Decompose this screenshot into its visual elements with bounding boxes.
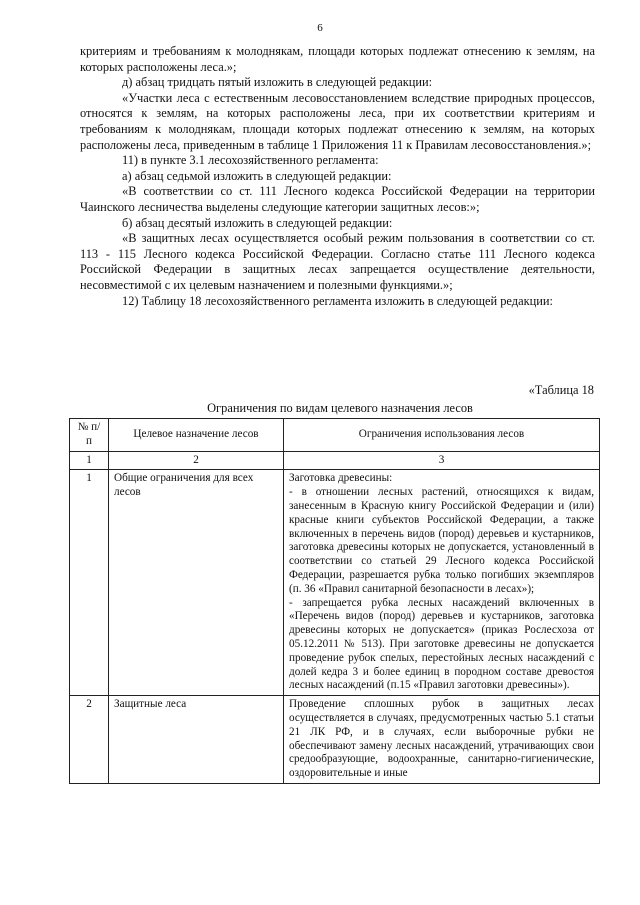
table-title: Ограничения по видам целевого назначения лесов: [207, 401, 473, 415]
header-number: № п/п: [70, 419, 109, 452]
table-label: «Таблица 18: [528, 383, 594, 397]
paragraph-2: д) абзац тридцать пятый изложить в следующей редакции:: [122, 75, 433, 90]
paragraph-5: а) абзац седьмой изложить в следующей редакции:: [122, 168, 392, 183]
column-number-cell: 2: [109, 451, 284, 470]
header-purpose: Целевое назначение лесов: [109, 419, 284, 452]
row-number: 2: [70, 696, 109, 784]
paragraph-9: 12) Таблицу 18 лесохозяйственного регламента изложить в следующей редакции:: [122, 293, 553, 308]
document-body: [80, 44, 595, 309]
page-number: 6: [317, 22, 323, 34]
table-row: [70, 470, 600, 696]
paragraph-6: «В соответствии со ст. 111 Лесного кодекса Российской Федерации на территории Чаинского лесничества выделены следующие категории защитных лесов:»;: [80, 184, 595, 214]
restriction-line: Проведение сплошных рубок в защитных лесах осуществляется в случаях, предусмотренных частью 5.1 статьи 21 ЛК РФ, и в случаях, если выборочные рубки не обеспечивают замену лесных насаждений, утрачивающих свои средообразующие, водоохранные, санитарно-гигиенические, оздоровительные и иные: [289, 698, 594, 780]
row-purpose: Общие ограничения для всех лесов: [109, 470, 284, 696]
restriction-line: - в отношении лесных растений, относящихся к видам, занесенным в Красную книгу Российской Федерации и (или) красные книги субъектов Российской Федерации, а также включенных в перечень видов (пород) деревьев и кустарников, заготовка древесины которых не допускается, установленный в соответствии со статьей 29 Лесного кодекса Российской Федерации, разрешается рубка только погибших экземпляров (п. 36 «Правил санитарной безопасности в лесах»);: [289, 486, 594, 595]
paragraph-3: «Участки леса с естественным лесовосстановлением вследствие природных процессов, относятся к землям, на которых расположены леса, при их соответствии критериям и требованиям к молоднякам, площади которых подлежат отнесению к землям, на которых расположены леса, приведенным в таблице 1 Приложения 11 к Правилам лесовосстановления.»;: [80, 90, 595, 152]
table-header-row: [70, 419, 600, 452]
row-purpose: Защитные леса: [109, 696, 284, 784]
row-restrictions: [284, 696, 600, 784]
header-restrictions: Ограничения использования лесов: [284, 419, 600, 452]
restriction-line: Заготовка древесины:: [289, 472, 393, 485]
row-restrictions: [284, 470, 600, 696]
column-number-cell: 3: [284, 451, 600, 470]
column-number-cell: 1: [70, 451, 109, 470]
row-number: 1: [70, 470, 109, 696]
paragraph-1: критериям и требованиям к молоднякам, площади которых подлежат отнесению к землям, на которых расположены леса.»;: [80, 44, 595, 74]
paragraph-7: б) абзац десятый изложить в следующей редакции:: [122, 215, 393, 230]
paragraph-4: 11) в пункте 3.1 лесохозяйственного регламента:: [122, 153, 379, 168]
column-number-row: [70, 451, 600, 470]
table-row: [70, 696, 600, 784]
paragraph-8: «В защитных лесах осуществляется особый режим пользования в соответствии со ст. 113 - 115 Лесного кодекса Российской Федерации. Согласно статье 111 Лесного кодекса Российской Федерации в защитных лесах запрещается осуществление деятельности, несовместимой с их целевым назначением и полезными функциями.»;: [80, 231, 595, 292]
restriction-line: - запрещается рубка лесных насаждений включенных в «Перечень видов (пород) деревьев и кустарников, заготовка древесины которых не допускается» (приказ Рослесхоза от 05.12.2011 № 513). При заготовке древесины не допускается проведение рубок спелых, перестойных лесных насаждений с долей кедра 3 и более единиц в породном составе древостоя лесных насаждений (п.15 «Правил заготовки древесины»).: [289, 596, 594, 692]
restrictions-table: [69, 418, 600, 784]
